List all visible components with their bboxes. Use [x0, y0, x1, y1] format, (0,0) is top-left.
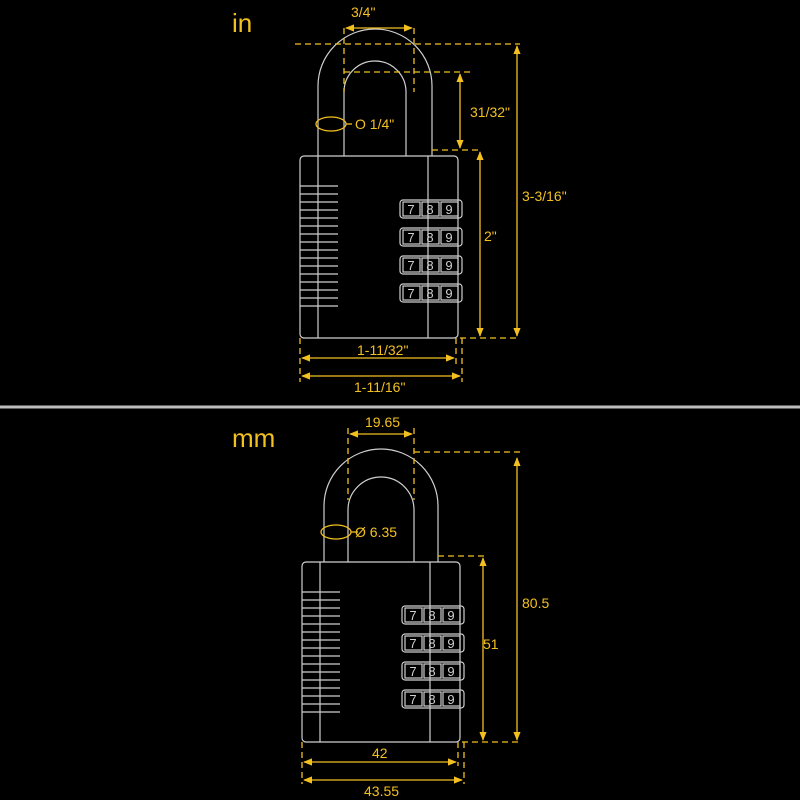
label-shackle-spacing-mm: 19.65 — [365, 414, 401, 430]
wheel-digit: 9 — [445, 286, 453, 301]
wheel-digit: 7 — [407, 230, 415, 245]
wheel-digit: 9 — [445, 258, 453, 273]
shackle-mm — [324, 449, 438, 562]
label-total-height-in: 3-3/16" — [522, 188, 567, 204]
label-overall-width-in: 1-11/16" — [354, 379, 406, 395]
wheel-digit: 8 — [428, 636, 436, 651]
wheel-digit: 8 — [428, 608, 436, 623]
wheel-digit: 8 — [426, 230, 434, 245]
grip-ridges-mm — [302, 592, 340, 712]
unit-label-mm: mm — [232, 423, 276, 453]
wheel-digit: 7 — [407, 202, 415, 217]
wheel-digit: 9 — [447, 608, 455, 623]
label-body-height-mm: 51 — [483, 636, 499, 652]
label-body-width-in: 1-11/32" — [357, 342, 409, 358]
label-body-height-in: 2" — [484, 228, 497, 244]
wheel-digit: 8 — [428, 664, 436, 679]
shackle-in — [318, 29, 432, 156]
wheel-digit: 8 — [426, 286, 434, 301]
label-shackle-diameter-mm: Ø 6.35 — [355, 524, 398, 540]
wheel-digit: 7 — [407, 286, 415, 301]
label-shackle-diameter-in: O 1/4" — [355, 116, 395, 132]
dial-digits-in — [407, 202, 452, 301]
wheel-digit: 8 — [426, 202, 434, 217]
inch-panel — [232, 4, 567, 395]
wheel-digit: 9 — [447, 664, 455, 679]
shackle-diameter-marker-in — [316, 117, 346, 131]
label-overall-width-mm: 43.55 — [364, 783, 400, 799]
padlock-drawing-in — [300, 29, 462, 338]
label-body-width-mm: 42 — [372, 745, 388, 761]
wheel-digit: 9 — [447, 636, 455, 651]
wheel-digit: 8 — [428, 692, 436, 707]
wheel-digit: 7 — [409, 664, 417, 679]
padlock-drawing-mm — [302, 449, 464, 742]
wheel-digit: 8 — [426, 258, 434, 273]
wheel-digit: 7 — [407, 258, 415, 273]
mm-panel — [232, 414, 549, 799]
wheel-digit: 9 — [447, 692, 455, 707]
label-shackle-clearance-in: 31/32" — [470, 104, 511, 120]
grip-ridges-in — [300, 186, 338, 306]
lock-body-in — [300, 156, 458, 338]
dial-digits-mm — [409, 608, 454, 707]
shackle-diameter-marker-mm — [321, 525, 351, 539]
label-total-height-mm: 80.5 — [522, 595, 550, 611]
wheel-digit: 9 — [445, 202, 453, 217]
wheel-digit: 7 — [409, 636, 417, 651]
label-shackle-spacing-in: 3/4" — [351, 4, 376, 20]
wheel-digit: 7 — [409, 608, 417, 623]
unit-label-in: in — [232, 8, 253, 38]
wheel-digit: 9 — [445, 230, 453, 245]
wheel-digit: 7 — [409, 692, 417, 707]
